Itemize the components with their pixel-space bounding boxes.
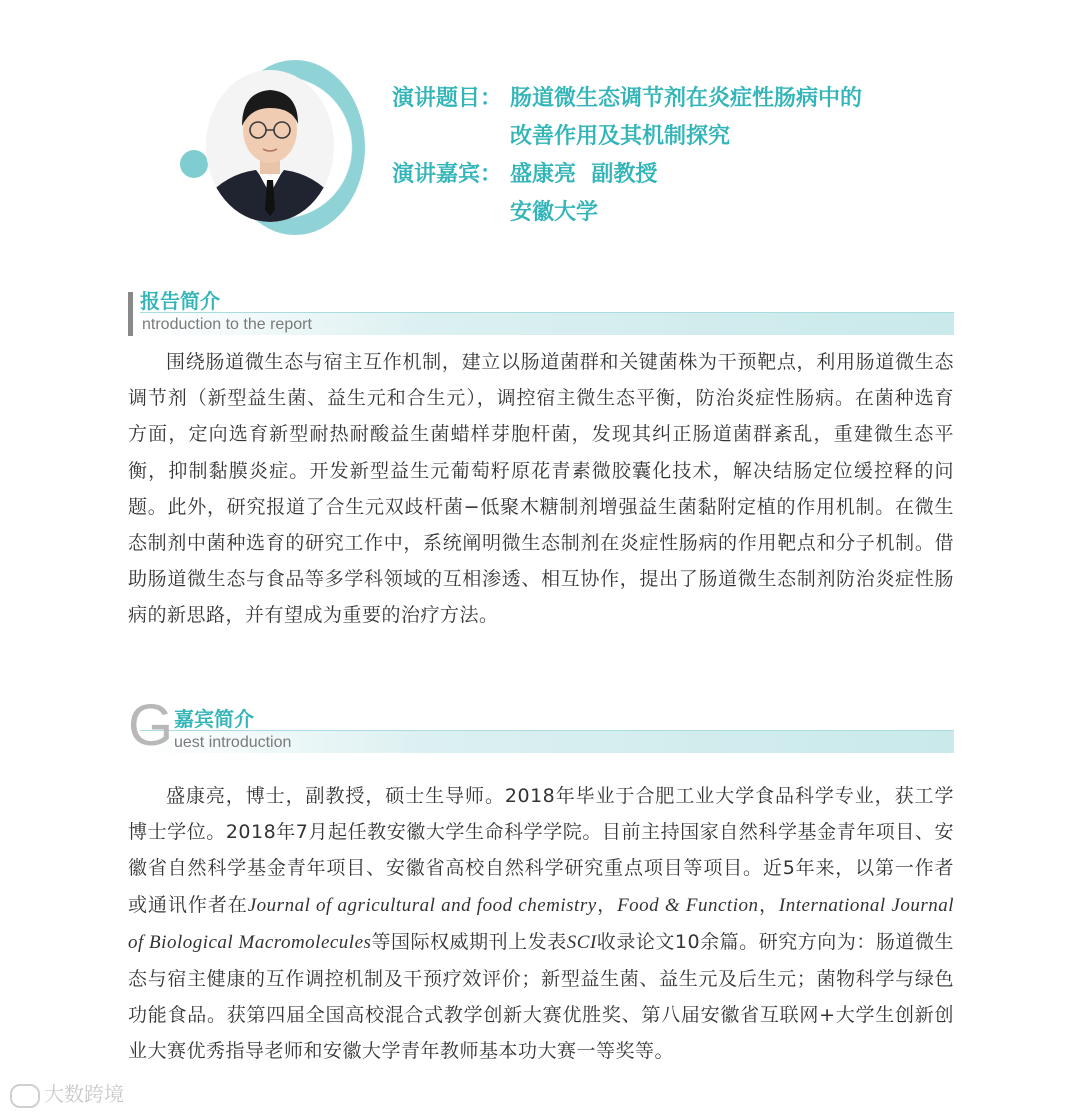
report-title: 报告简介 (140, 289, 220, 313)
talk-topic-row (392, 80, 952, 118)
report-subtitle: ntroduction to the report (142, 316, 312, 333)
watermark (10, 1078, 124, 1108)
talk-speaker-row (392, 156, 952, 194)
guest-body-part-3: 收录论文10余篇。研究方向为：肠道微生态与宿主健康的互作调控机制及干预疗效评价；新型益生菌、益生元及后生元；菌物科学与绿色功能食品。获第四届全国高校混合式教学创新大赛优胜奖、第八届安徽省互联网+大学生创新创业大赛优秀指导老师和安徽大学青年教师基本功大赛一等奖等。 (128, 930, 954, 1063)
separator: ， (758, 893, 779, 916)
guest-title: 嘉宾简介 (174, 707, 254, 731)
journal-3: International Journal of Biological Macromolecules (128, 894, 954, 953)
guest-subtitle: uest introduction (174, 734, 292, 751)
section-bar (128, 292, 133, 336)
guest-body-part-2: 等国际权威期刊上发表 (371, 930, 567, 953)
speaker-label: 演讲嘉宾： (392, 162, 503, 187)
sci-label: SCI (566, 931, 597, 953)
speaker-photo (206, 70, 334, 222)
talk-info (392, 80, 952, 232)
topic-line-1: 肠道微生态调节剂在炎症性肠病中的 (510, 86, 863, 111)
guest-body-part-1: 盛康亮，博士，副教授，硕士生导师。2018年毕业于合肥工业大学食品科学专业，获工学博士学位。2018年7月起任教安徽大学生命科学学院。目前主持国家自然科学基金青年项目、安徽省自然科学基金青年项目、安徽省高校自然科学研究重点项目等项目。近5年来，以第一作者或通讯作者在 (128, 785, 954, 916)
separator: ， (596, 893, 618, 916)
talk-affiliation-row (392, 194, 952, 232)
guest-initial: G (128, 693, 174, 758)
journal-1: Journal of agricultural and food chemistry (247, 894, 597, 916)
guest-section-header (128, 693, 954, 758)
speaker-name: 盛康亮 副教授 (510, 162, 658, 187)
decorative-dot (180, 150, 208, 178)
report-section-header (128, 288, 954, 338)
watermark-text: 大数跨境 (44, 1082, 124, 1106)
journal-2: Food & Function (617, 894, 759, 916)
speaker-header (0, 0, 1080, 260)
report-body: 围绕肠道微生态与宿主互作机制，建立以肠道菌群和关键菌株为干预靶点，利用肠道微生态调节剂（新型益生菌、益生元和合生元），调控宿主微生态平衡，防治炎症性肠病。在菌种选育方面，定向选育新型耐热耐酸益生菌蜡样芽胞杆菌，发现其纠正肠道菌群紊乱，重建微生态平衡，抑制黏膜炎症。开发新型益生元葡萄籽原花青素微胶囊化技术，解决结肠定位缓控释的问题。此外，研究报道了合生元双歧杆菌−低聚木糖制剂增强益生菌黏附定植的作用机制。在微生态制剂中菌种选育的研究工作中，系统阐明微生态制剂在炎症性肠病的作用靶点和分子机制。借助肠道微生态与食品等多学科领域的互相渗透、相互协作，提出了肠道微生态制剂防治炎症性肠病的新思路，并有望成为重要的治疗方法。 (128, 351, 954, 627)
guest-body (128, 778, 954, 1070)
brand-logo-icon (10, 1084, 40, 1108)
topic-label: 演讲题目： (392, 86, 503, 111)
topic-line-2: 改善作用及其机制探究 (510, 124, 731, 149)
talk-topic-row-2 (392, 118, 952, 156)
speaker-affiliation: 安徽大学 (510, 200, 599, 225)
